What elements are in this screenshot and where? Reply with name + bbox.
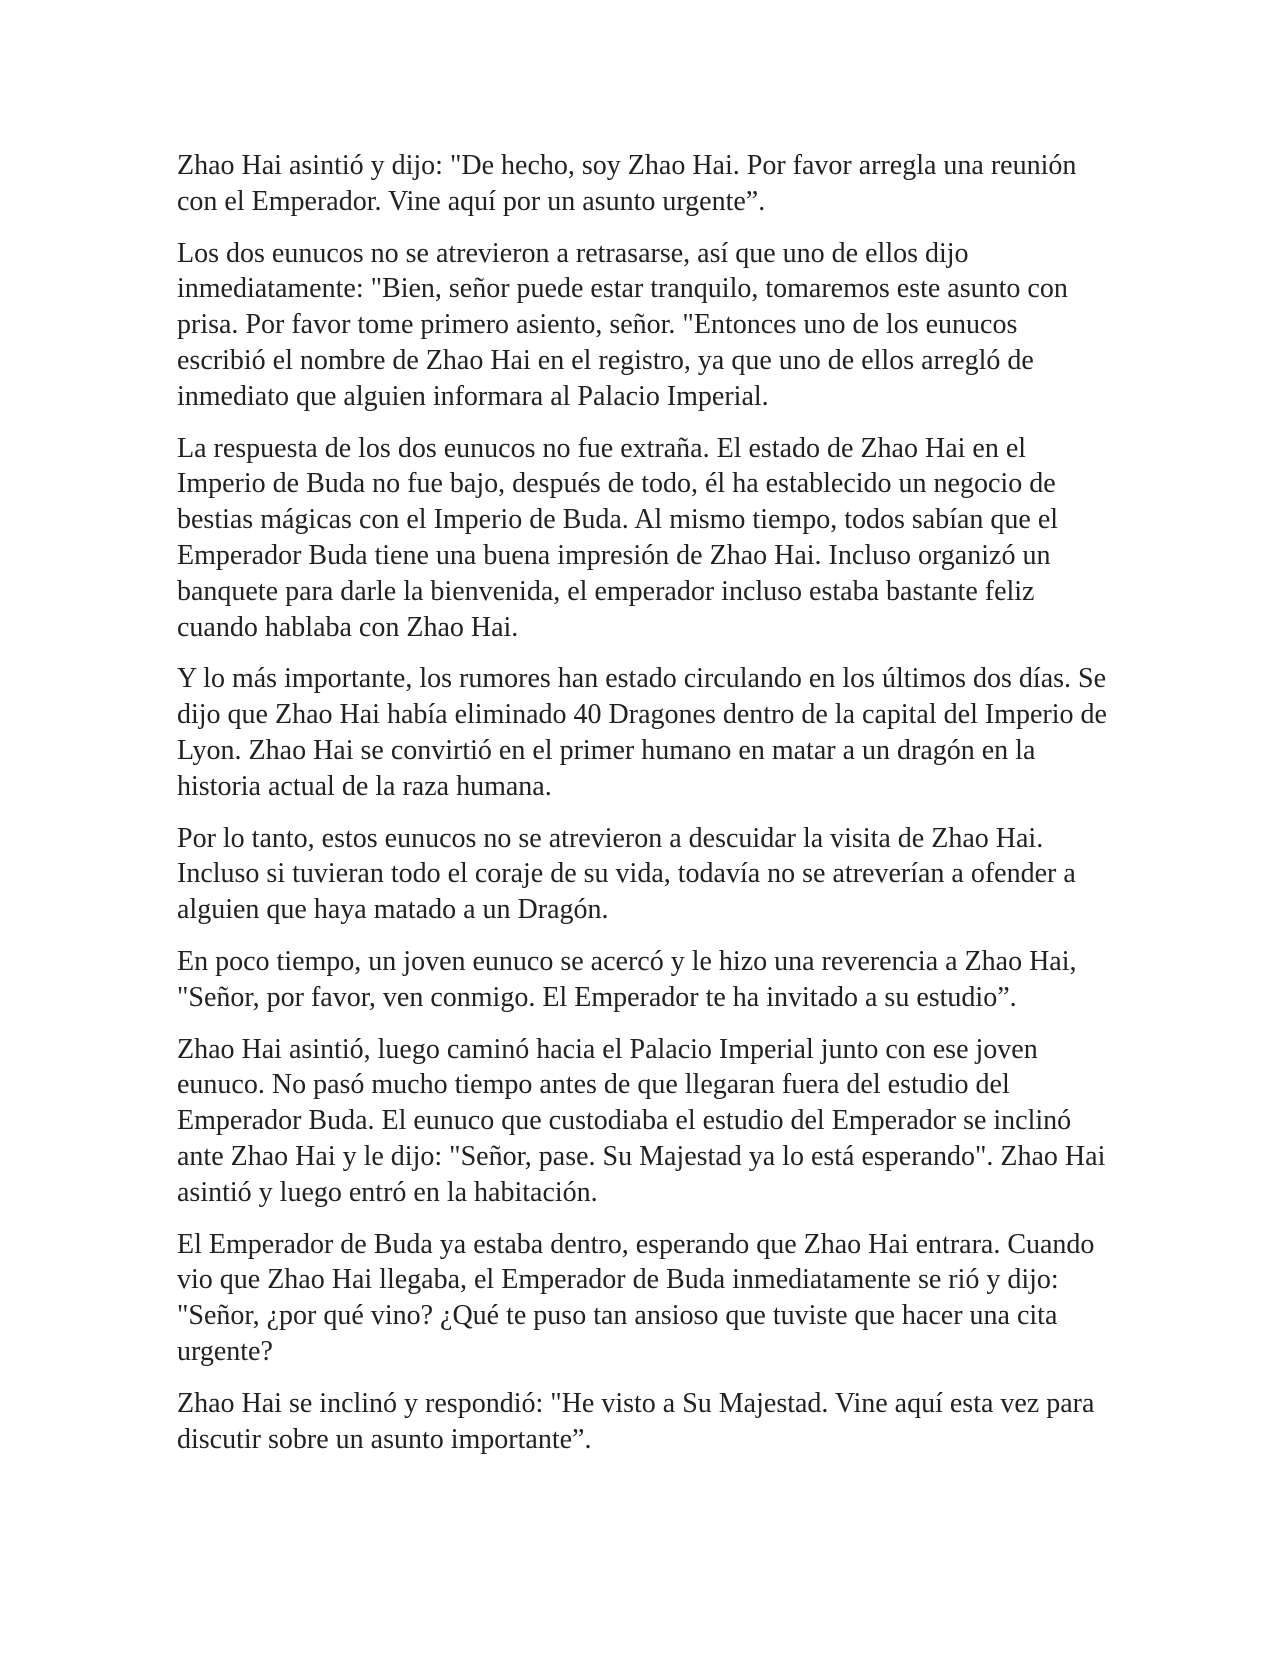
paragraph: Zhao Hai asintió, luego caminó hacia el Palacio Imperial junto con ese joven eunuco. No pasó mucho tiempo antes de que llegaran fuera del estudio del Emperador Buda. El eunuco que custodiaba el estudio del Emperador se inclinó ante Zhao Hai y le dijo: "Señor, pase. Su Majestad ya lo está esperando". Zhao Hai asintió y luego entró en la habitación. bbox=[177, 1033, 1106, 1208]
paragraph: En poco tiempo, un joven eunuco se acercó y le hizo una reverencia a Zhao Hai, "Señor, por favor, ven conmigo. El Emperador te ha invitado a su estudio”. bbox=[177, 945, 1077, 1013]
paragraph: Los dos eunucos no se atrevieron a retrasarse, así que uno de ellos dijo inmediatamente: "Bien, señor puede estar tranquilo, tomaremos este asunto con prisa. Por favor tome primero asiento, señor. "Entonces uno de los eunucos escribió el nombre de Zhao Hai en el registro, ya que uno de ellos arregló de inmediato que alguien informara al Palacio Imperial. bbox=[177, 237, 1068, 412]
paragraph: Por lo tanto, estos eunucos no se atrevieron a descuidar la visita de Zhao Hai. Incluso si tuvieran todo el coraje de su vida, todavía no se atreverían a ofender a alguien que haya matado a un Dragón. bbox=[177, 822, 1076, 926]
paragraph: La respuesta de los dos eunucos no fue extraña. El estado de Zhao Hai en el Imperio de Buda no fue bajo, después de todo, él ha establecido un negocio de bestias mágicas con el Imperio de Buda. Al mismo tiempo, todos sabían que el Emperador Buda tiene una buena impresión de Zhao Hai. Incluso organizó un banquete para darle la bienvenida, el emperador incluso estaba bastante feliz cuando hablaba con Zhao Hai. bbox=[177, 432, 1059, 643]
document-body bbox=[177, 148, 1112, 1473]
paragraph: El Emperador de Buda ya estaba dentro, esperando que Zhao Hai entrara. Cuando vio que Zhao Hai llegaba, el Emperador de Buda inmediatamente se rió y dijo: "Señor, ¿por qué vino? ¿Qué te puso tan ansioso que tuviste que hacer una cita urgente? bbox=[177, 1228, 1095, 1367]
paragraph: Zhao Hai asintió y dijo: "De hecho, soy Zhao Hai. Por favor arregla una reunión con el Emperador. Vine aquí por un asunto urgente”. bbox=[177, 150, 1077, 217]
paragraph: Zhao Hai se inclinó y respondió: "He visto a Su Majestad. Vine aquí esta vez para discutir sobre un asunto importante”. bbox=[177, 1387, 1095, 1455]
paragraph: Y lo más importante, los rumores han estado circulando en los últimos dos días. Se dijo que Zhao Hai había eliminado 40 Dragones dentro de la capital del Imperio de Lyon. Zhao Hai se convirtió en el primer humano en matar a un dragón en la historia actual de la raza humana. bbox=[177, 663, 1107, 802]
